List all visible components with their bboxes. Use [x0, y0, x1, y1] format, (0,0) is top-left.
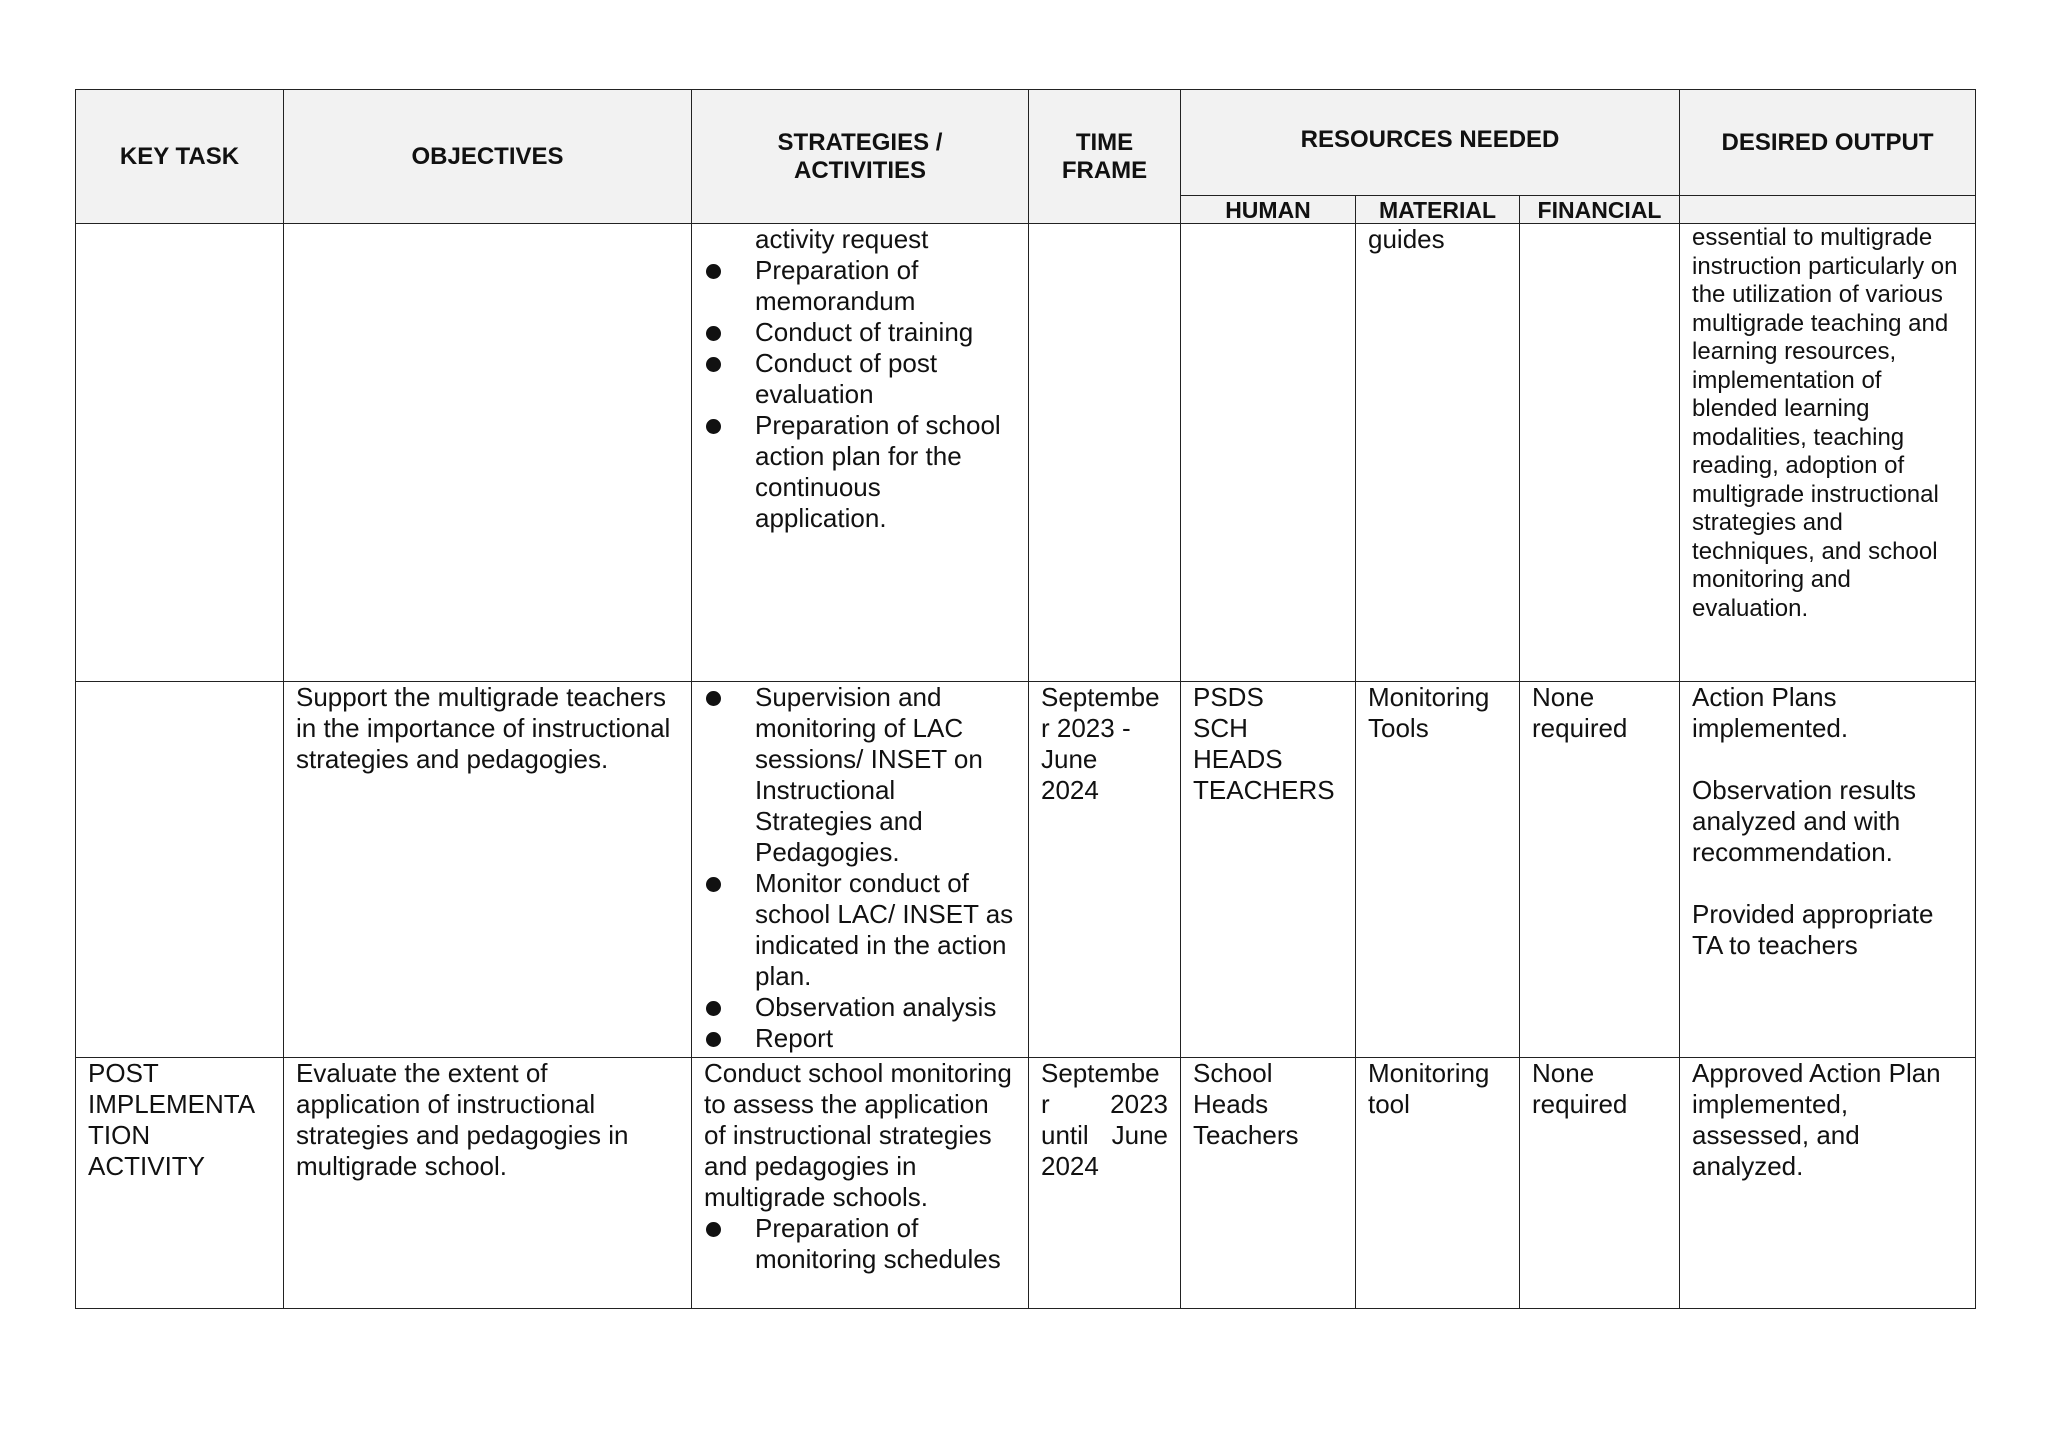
list-item: Observation analysis [704, 992, 1016, 1023]
time-frame-header: TIME FRAME [1029, 90, 1181, 224]
list-item: Supervision and monitoring of LAC sessions/ INSET on Instructional Strategies and Pedagogies. [704, 682, 1016, 868]
time-frame-cell: Septembe r 2023 until June 2024 [1029, 1058, 1181, 1309]
list-item: Preparation of monitoring schedules [704, 1213, 1016, 1275]
financial-cell: None required [1520, 1058, 1680, 1309]
bullet-icon [706, 326, 721, 341]
bullet-icon [706, 419, 721, 434]
human-cell: School Heads Teachers [1181, 1058, 1356, 1309]
strategies-continuation: activity request [755, 224, 929, 254]
bullet-icon [706, 264, 721, 279]
key-task-cell [76, 682, 284, 1058]
objectives-header: OBJECTIVES [284, 90, 692, 224]
list-item: Preparation of school action plan for the continuous application. [704, 410, 1016, 534]
objectives-cell: Evaluate the extent of application of instructional strategies and pedagogies in multigrade school. [284, 1058, 692, 1309]
strategies-list [704, 1213, 1016, 1275]
strategies-cell: Conduct school monitoring to assess the application of instructional strategies and pedagogies in multigrade schools. Preparation of monitoring schedules [692, 1058, 1029, 1309]
strategies-cell [692, 682, 1029, 1058]
material-cell: guides [1356, 224, 1520, 682]
desired-output-cell: Action Plans implemented. Observation results analyzed and with recommendation. Provided appropriate TA to teachers [1680, 682, 1976, 1058]
strategies-header: STRATEGIES / ACTIVITIES [692, 90, 1029, 224]
bullet-icon [706, 1001, 721, 1016]
key-task-header: KEY TASK [76, 90, 284, 224]
table-row [76, 224, 1976, 682]
bullet-icon [706, 1032, 721, 1047]
time-frame-cell [1029, 224, 1181, 682]
human-header: HUMAN [1181, 196, 1356, 224]
bullet-icon [706, 357, 721, 372]
list-item: Monitor conduct of school LAC/ INSET as indicated in the action plan. [704, 868, 1016, 992]
human-cell [1181, 224, 1356, 682]
strategies-list [704, 255, 1016, 534]
strategies-list [704, 682, 1016, 1054]
list-item: Conduct of post evaluation [704, 348, 1016, 410]
desired-output-cell: essential to multigrade instruction particularly on the utilization of various multigrade teaching and learning resources, implementation of blended learning modalities, teaching reading, adoption of multigrade instructional strategies and techniques, and school monitoring and evaluation. [1680, 224, 1976, 682]
list-item: Conduct of training [704, 317, 1016, 348]
action-plan-table [75, 89, 1976, 1309]
material-cell: Monitoring Tools [1356, 682, 1520, 1058]
list-item: Report [704, 1023, 1016, 1054]
header-row [76, 90, 1976, 196]
desired-output-header: DESIRED OUTPUT [1680, 90, 1976, 196]
strategies-cell [692, 224, 1029, 682]
financial-header: FINANCIAL [1520, 196, 1680, 224]
time-frame-cell: Septembe r 2023 - June 2024 [1029, 682, 1181, 1058]
material-cell: Monitoring tool [1356, 1058, 1520, 1309]
bullet-icon [706, 877, 721, 892]
list-item: Preparation of memorandum [704, 255, 1016, 317]
objectives-cell [284, 224, 692, 682]
desired-output-subheader [1680, 196, 1976, 224]
table-row [76, 682, 1976, 1058]
desired-output-cell: Approved Action Plan implemented, assessed, and analyzed. [1680, 1058, 1976, 1309]
human-cell: PSDS SCH HEADS TEACHERS [1181, 682, 1356, 1058]
key-task-cell: POST IMPLEMENTA TION ACTIVITY [76, 1058, 284, 1309]
bullet-icon [706, 1222, 721, 1237]
resources-header: RESOURCES NEEDED [1181, 90, 1680, 196]
financial-cell: None required [1520, 682, 1680, 1058]
bullet-icon [706, 691, 721, 706]
objectives-cell: Support the multigrade teachers in the importance of instructional strategies and pedagogies. [284, 682, 692, 1058]
financial-cell [1520, 224, 1680, 682]
material-header: MATERIAL [1356, 196, 1520, 224]
key-task-cell [76, 224, 284, 682]
table-row [76, 1058, 1976, 1309]
